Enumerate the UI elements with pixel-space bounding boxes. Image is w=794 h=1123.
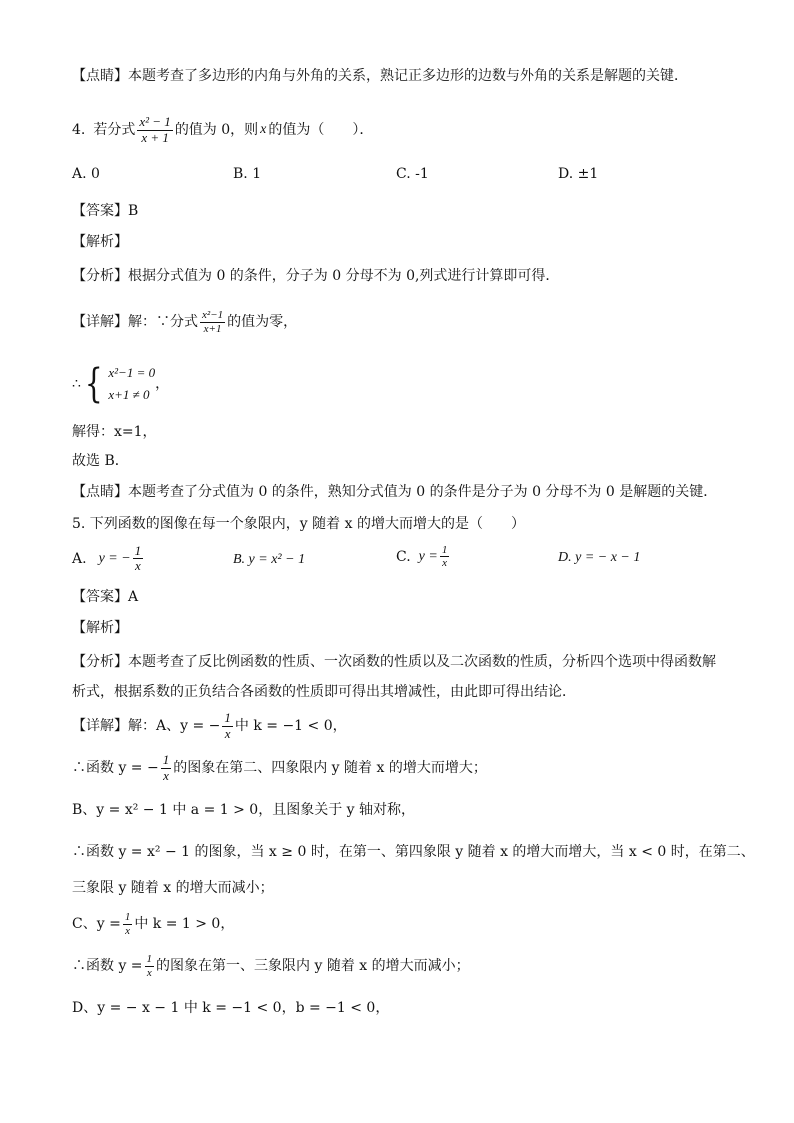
fraction-numerator: 1	[162, 752, 170, 768]
option-d: D. ±1	[558, 166, 599, 182]
fraction-numerator: 1	[146, 953, 153, 966]
explanation-text: 的值为零，	[227, 314, 298, 330]
answer-4: 【答案】B	[72, 203, 139, 219]
fraction-numerator: 1	[224, 710, 231, 726]
fraction-numerator: x²−1	[202, 309, 224, 322]
fraction-numerator: 1	[441, 544, 448, 556]
question-text: 若分式	[93, 122, 136, 138]
fraction	[137, 115, 172, 145]
fraction-numerator: 1	[124, 911, 131, 924]
xiangjie-5-b3: 三象限 y 随着 x 的增大而减小；	[72, 880, 274, 896]
explanation-text: C、y =	[72, 916, 121, 932]
fraction	[222, 711, 233, 741]
xiangjie-5-b2: ∴函数 y = x² − 1 的图象，当 x ≥ 0 时，在第一、第四象限 y 随着 x 的增大而增大，当 x < 0 时，在第二、	[72, 844, 755, 860]
q5-option-b: B. y = x² − 1	[233, 552, 306, 567]
fraction-denominator: x	[442, 557, 448, 570]
question-text: 的值为 0，则	[174, 122, 259, 138]
jiexi-5: 【解析】	[72, 620, 128, 636]
fraction-denominator: x	[224, 725, 231, 741]
option-c: C. -1	[396, 166, 429, 182]
punctuation: ，	[155, 376, 170, 392]
fraction	[133, 544, 144, 574]
explanation-text: 的图象在第一、三象限内 y 随着 x 的增大而减小；	[156, 958, 470, 974]
q5-option-d: D. y = − x − 1	[558, 550, 641, 565]
explanation-text: 【详解】解：A、y = −	[72, 718, 221, 734]
xiangjie-5-d: D、y = − x − 1 中 k = −1 < 0，b = −1 < 0，	[72, 1000, 390, 1016]
fraction	[440, 544, 450, 569]
jiexi-4: 【解析】	[72, 234, 128, 250]
option-formula: y =	[418, 548, 438, 564]
xiangjie-5-b: B、y = x² − 1 中 a = 1 > 0，且图象关于 y 轴对称，	[72, 802, 416, 818]
fenxi-4: 【分析】根据分式值为 0 的条件，分子为 0 分母不为 0,列式进行计算即可得．	[72, 268, 560, 284]
xiangjie-5-c2	[72, 946, 734, 986]
equation-1: x²−1 = 0	[108, 365, 156, 380]
answer-5: 【答案】A	[72, 589, 139, 605]
fraction-numerator: x² − 1	[139, 114, 171, 130]
option-formula: y = −	[98, 550, 131, 566]
fenxi-5-line2: 析式，根据系数的正负结合各函数的性质即可得出其增减性，由此即可得出结论．	[72, 684, 576, 700]
xiangjie-5-c	[72, 904, 734, 944]
system-brace: { x²−1 = 0 x+1 ≠ 0	[84, 361, 156, 407]
dianjing-4: 【点睛】本题考查了分式值为 0 的条件，熟知分式值为 0 的条件是分子为 0 分母不为 0 是解题的关键．	[72, 484, 718, 500]
explanation-text: 【详解】解：∵分式	[72, 314, 198, 330]
fraction	[161, 753, 172, 783]
explanation-text: 中 k = 1 > 0，	[134, 916, 235, 932]
option-label: A.	[72, 550, 87, 567]
guxuan-4: 故选 B．	[72, 453, 129, 469]
explanation-text: ∴函数 y = −	[72, 760, 159, 776]
fraction	[200, 309, 225, 334]
question-4	[72, 110, 734, 150]
question-5: 5. 下列函数的图像在每一个象限内，y 随着 x 的增大而增大的是（ ）	[72, 516, 525, 532]
option-a: A. 0	[72, 166, 100, 182]
fraction-numerator: 1	[134, 543, 142, 558]
q5-option-c	[396, 544, 451, 569]
fraction-denominator: x	[163, 767, 169, 783]
xiangjie-5-a2	[72, 748, 734, 788]
xiangjie-5-a	[72, 706, 734, 746]
explanation-text: 的图象在第二、四象限内 y 随着 x 的增大而增大；	[173, 760, 487, 776]
q5-option-a	[72, 544, 145, 574]
fraction	[123, 911, 133, 936]
fraction-denominator: x	[125, 924, 130, 937]
question-text: 的值为（ ）．	[268, 122, 374, 138]
dianjing-q3: 【点睛】本题考查了多边形的内角与外角的关系，熟记正多边形的边数与外角的关系是解题的关键．	[72, 68, 688, 84]
xiangjie-4	[72, 302, 734, 342]
question-number: 4.	[72, 122, 86, 138]
option-b: B. 1	[233, 166, 262, 182]
fraction-denominator: x	[135, 558, 141, 574]
explanation-text: 中 k = −1 < 0，	[234, 718, 347, 734]
fenxi-5-line1: 【分析】本题考查了反比例函数的性质、一次函数的性质以及二次函数的性质，分析四个选项中得函数解	[72, 654, 716, 670]
option-label: C.	[396, 548, 411, 565]
jiede-4: 解得：x=1，	[72, 424, 157, 440]
fraction	[145, 953, 155, 978]
variable: x	[260, 122, 267, 137]
explanation-text: ∴函数 y =	[72, 958, 143, 974]
therefore-symbol: ∴	[72, 376, 81, 392]
fraction-denominator: x + 1	[141, 129, 169, 145]
equation-system	[72, 360, 734, 408]
fraction-denominator: x+1	[203, 322, 222, 335]
equation-2: x+1 ≠ 0	[108, 387, 150, 402]
fraction-denominator: x	[146, 966, 152, 979]
